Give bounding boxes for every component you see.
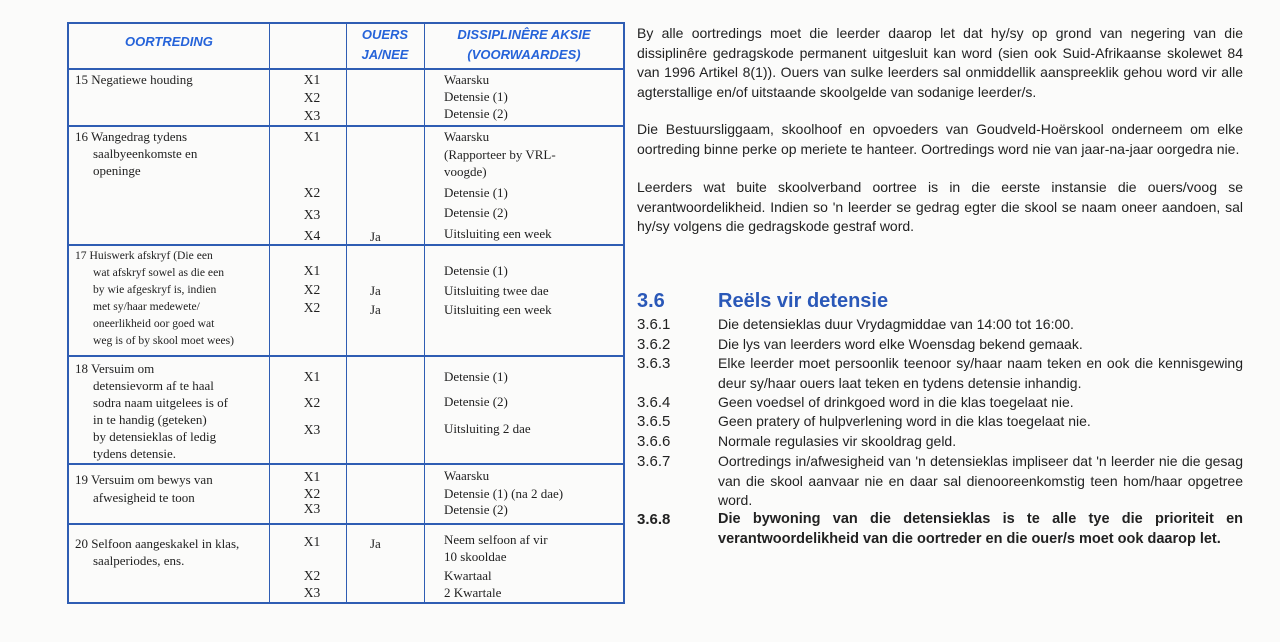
code-cell: X4 <box>303 228 321 243</box>
rule-text: Die detensieklas duur Vrydagmiddae van 14:00 tot 16:00. <box>718 316 1074 332</box>
rule-item <box>637 335 1243 355</box>
code-cell: X1 <box>303 129 321 144</box>
offence-text: met sy/haar medewete/ <box>93 300 200 313</box>
code-cell: X2 <box>303 486 321 501</box>
rule-number: 3.6.2 <box>637 336 671 353</box>
code-cell: X3 <box>303 501 321 516</box>
parents-cell: Ja <box>370 283 381 298</box>
column-divider <box>424 24 425 602</box>
code-cell: X2 <box>303 90 321 105</box>
row-divider <box>69 244 623 246</box>
offence-text: 16 Wangedrag tydens <box>75 129 188 144</box>
section-title: Reëls vir detensie <box>718 290 889 312</box>
rule-number: 3.6.4 <box>637 394 671 411</box>
rule-text: Geen voedsel of drinkgoed word in die klas toegelaat nie. <box>718 394 1074 410</box>
rule-number: 3.6.5 <box>637 413 671 430</box>
code-cell: X2 <box>303 300 321 315</box>
action-text: (Rapporteer by VRL- <box>444 147 556 162</box>
action-text: Detensie (1) <box>444 369 508 384</box>
rule-text: Elke leerder moet persoonlik teenoor sy/haar naam teken en ook die kennisgewing deur sy/haar ouers laat teken en tydens detensie inhandig. <box>718 355 1243 391</box>
code-cell: X3 <box>303 585 321 600</box>
row-divider <box>69 355 623 357</box>
offence-text: saalbyeenkomste en <box>93 146 198 161</box>
column-divider <box>269 24 270 602</box>
action-text: Uitsluiting 2 dae <box>444 421 531 436</box>
action-text: Detensie (2) <box>444 205 508 220</box>
action-text: voogde) <box>444 164 487 179</box>
action-text: Uitsluiting een week <box>444 302 552 317</box>
code-cell: X3 <box>303 108 321 123</box>
rule-text: Die lys van leerders word elke Woensdag bekend gemaak. <box>718 336 1083 352</box>
rule-item <box>637 510 1243 549</box>
code-cell: X1 <box>303 263 321 278</box>
section-number: 3.6 <box>637 290 665 312</box>
rule-item <box>637 354 1243 393</box>
action-text: 2 Kwartale <box>444 585 502 600</box>
action-text: Detensie (2) <box>444 394 508 409</box>
rule-text: Normale regulasies vir skooldrag geld. <box>718 433 957 449</box>
action-text: Neem selfoon af vir <box>444 532 548 547</box>
parents-cell: Ja <box>370 302 381 317</box>
offence-text: 17 Huiswerk afskryf (Die een <box>75 249 213 262</box>
action-text: 10 skooldae <box>444 549 507 564</box>
paragraph: Die Bestuursliggaam, skoolhoof en opvoeders van Goudveld-Hoërskool onderneem om elke oortreding binne perke op meriete te hanteer. Oortredings word nie van jaar-na-jaar oorgedra nie. <box>637 121 1243 157</box>
offence-text: 15 Negatiewe houding <box>75 72 193 87</box>
rule-number: 3.6.7 <box>637 453 671 470</box>
offence-text: by detensieklas of ledig <box>93 429 217 444</box>
rule-item <box>637 432 1243 452</box>
action-text: Waarsku <box>444 468 490 483</box>
rule-item <box>637 412 1243 432</box>
header-parents-line2: JA/NEE <box>361 47 409 62</box>
offence-text: openinge <box>93 163 141 178</box>
action-text: Waarsku <box>444 72 490 87</box>
offence-text: afwesigheid te toon <box>93 490 195 505</box>
action-text: Detensie (1) <box>444 185 508 200</box>
offence-text: in te handig (geteken) <box>93 412 207 427</box>
header-offence: OORTREDING <box>125 34 213 49</box>
offence-text: detensievorm af te haal <box>93 378 214 393</box>
action-text: Detensie (1) <box>444 263 508 278</box>
parents-cell: Ja <box>370 536 381 551</box>
rule-number: 3.6.3 <box>637 355 671 372</box>
code-cell: X3 <box>303 207 321 222</box>
rule-item <box>637 452 1243 511</box>
parents-cell: Ja <box>370 229 381 244</box>
code-cell: X2 <box>303 185 321 200</box>
offence-table <box>67 22 625 604</box>
row-divider <box>69 523 623 525</box>
offence-text: 19 Versuim om bewys van <box>75 472 213 487</box>
rule-text: Geen pratery of hulpverlening word in die klas toegelaat nie. <box>718 413 1091 429</box>
header-action-line1: DISSIPLINÊRE AKSIE <box>457 27 591 42</box>
rule-item <box>637 393 1243 413</box>
offence-text: oneerlikheid oor goed wat <box>93 317 215 330</box>
action-text: Detensie (2) <box>444 106 508 121</box>
offence-text: 20 Selfoon aangeskakel in klas, <box>75 536 240 551</box>
code-cell: X1 <box>303 469 321 484</box>
action-text: Detensie (1) <box>444 89 508 104</box>
offence-text: sodra naam uitgelees is of <box>93 395 229 410</box>
rule-number: 3.6.6 <box>637 433 671 450</box>
offence-text: by wie afgeskryf is, indien <box>93 283 217 296</box>
rule-text: Oortredings in/afwesigheid van 'n detensieklas impliseer dat 'n leerder nie die gesag van die skool aanvaar nie en daar sal dienooreenkomstig teen hom/haar opgetree word. <box>718 453 1243 508</box>
offence-text: saalperiodes, ens. <box>93 553 185 568</box>
header-action-line2: (VOORWAARDES) <box>467 47 581 62</box>
rule-item <box>637 315 1243 335</box>
row-divider <box>69 125 623 127</box>
column-divider <box>346 24 347 602</box>
offence-text: 18 Versuim om <box>75 361 155 376</box>
action-text: Uitsluiting een week <box>444 226 552 241</box>
code-cell: X2 <box>303 395 321 410</box>
code-cell: X2 <box>303 568 321 583</box>
header-parents-line1: OUERS <box>361 27 409 42</box>
action-text: Waarsku <box>444 129 490 144</box>
offence-text: tydens detensie. <box>93 446 177 461</box>
rule-text: Die bywoning van die detensieklas is te alle tye die prioriteit en verantwoordelikheid van die oortreder en die ouer/s moet ook daarop let. <box>718 511 1243 547</box>
action-text: Detensie (1) (na 2 dae) <box>444 486 564 501</box>
intro-paragraphs <box>637 24 1243 237</box>
paragraph: Leerders wat buite skoolverband oortree is in die eerste instansie die ouers/voog se verantwoordelikheid. Indien so 'n leerder se gedrag egter die skool se naam oneer aandoen, sal hy/sy volgens die gedragskode gestraf word. <box>637 179 1243 234</box>
action-text: Detensie (2) <box>444 502 508 517</box>
action-text: Kwartaal <box>444 568 492 583</box>
offence-text: wat afskryf sowel as die een <box>93 266 225 279</box>
header-action <box>424 25 624 65</box>
code-cell: X1 <box>303 534 321 549</box>
code-cell: X3 <box>303 422 321 437</box>
action-text: Uitsluiting twee dae <box>444 283 549 298</box>
rule-number: 3.6.8 <box>637 511 671 528</box>
paragraph: By alle oortredings moet die leerder daarop let dat hy/sy op grond van negering van die dissiplinêre gedragskode permanent uitgesluit kan word (sien ook Suid-Afrikaanse skolewet 84 van 1996 Artikel 8(1)). Ouers van sulke leerders sal onmiddellik aanspreeklik gehou word vir alle agterstallige en/of uitstaande skoolgelde van sodanige leerder/s. <box>637 25 1243 100</box>
code-cell: X1 <box>303 369 321 384</box>
code-cell: X1 <box>303 72 321 87</box>
offence-text: weg is of by skool moet wees) <box>93 334 235 347</box>
row-divider <box>69 463 623 465</box>
code-cell: X2 <box>303 282 321 297</box>
row-divider <box>69 68 623 70</box>
header-parents <box>346 25 424 65</box>
rule-number: 3.6.1 <box>637 316 671 333</box>
